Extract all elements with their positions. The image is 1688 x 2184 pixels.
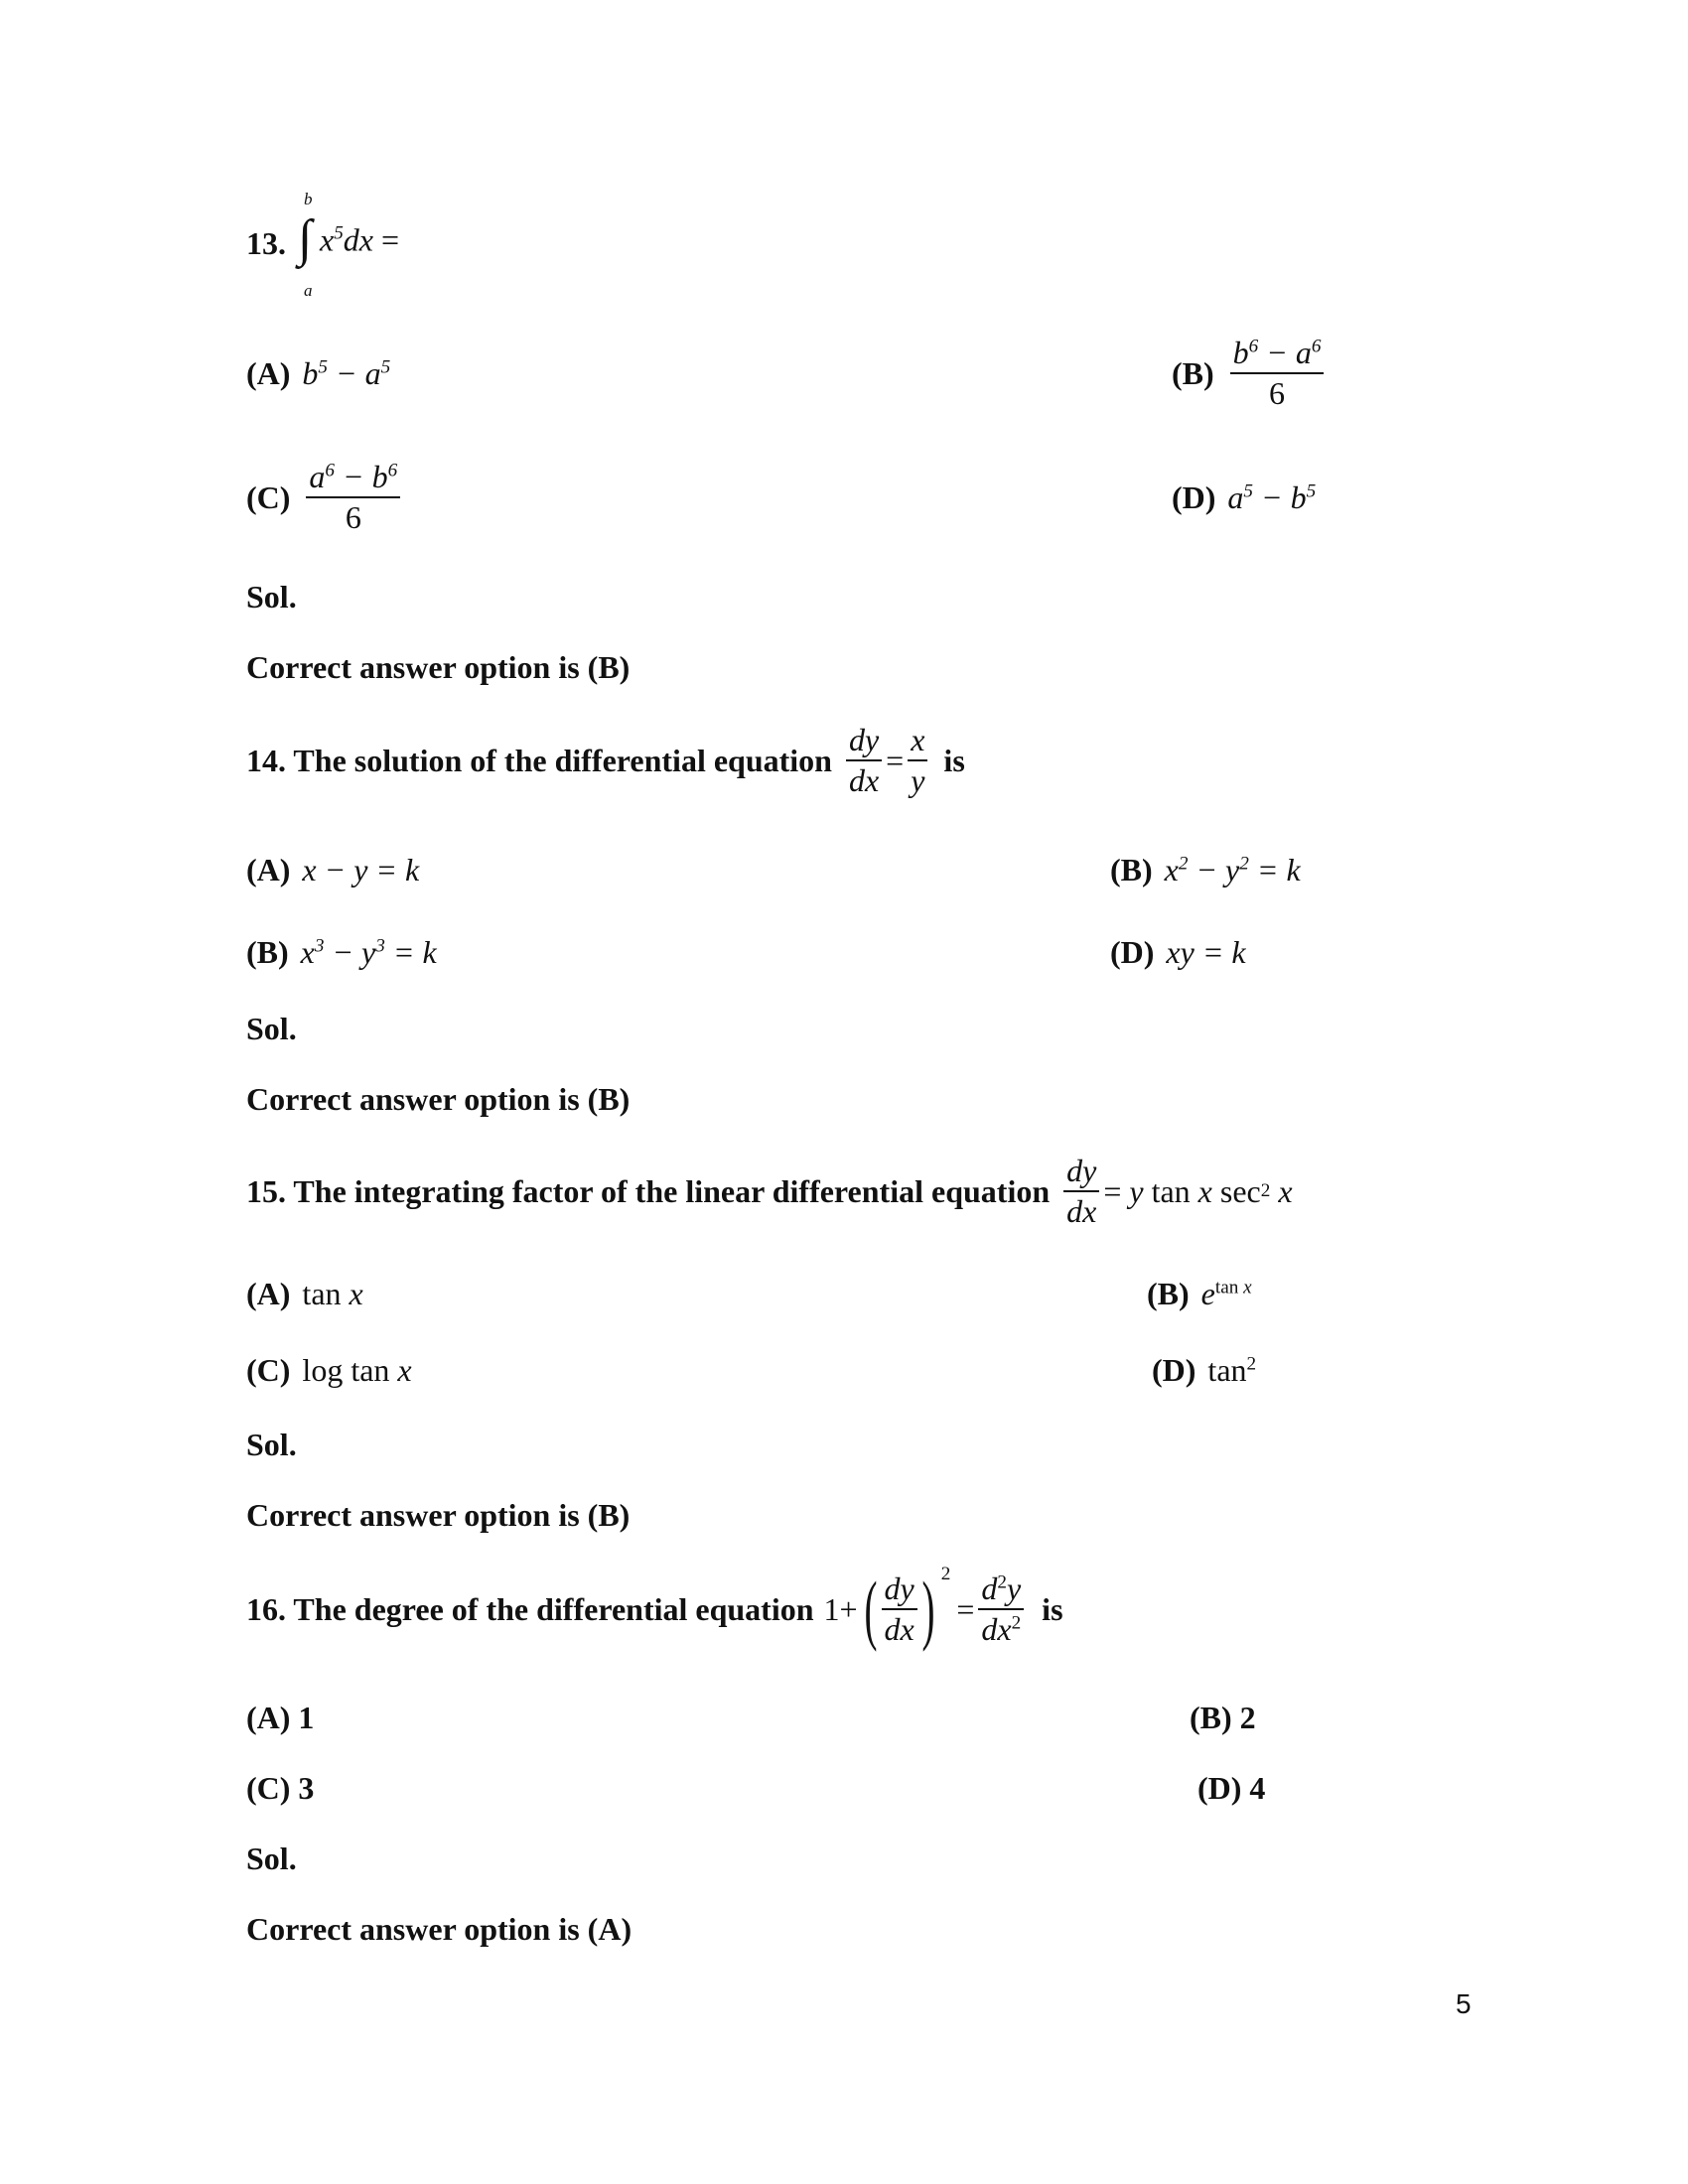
q15-option-b[interactable]: (B) $e^{tan x}$ xyxy=(1147,1276,1252,1311)
q13-option-d[interactable]: (D) $a^5 - b^5$ xyxy=(1172,479,1317,515)
q13-number: 13. xyxy=(246,224,286,261)
q14-option-c[interactable]: (B) $x^3 - y^3 = k$ xyxy=(246,934,437,970)
q14-option-d[interactable]: (D) xy = k xyxy=(1110,934,1246,970)
q15-answer: Correct answer option is (B) xyxy=(246,1497,631,1533)
integral-sign: b ∫ a xyxy=(298,190,313,300)
q13-sol: Sol. xyxy=(246,579,297,614)
q13-stem xyxy=(246,190,400,300)
q13-answer: Correct answer option is (B) xyxy=(246,649,631,685)
q14-sol: Sol. xyxy=(246,1011,297,1046)
q16-stem: 16. The degree of the differential equation 1+ ( $\frac{dy}{dx}$ ) 2 = $\frac{d^2y}{dx^2}$ is xyxy=(246,1564,1063,1652)
q13-option-a[interactable]: (A) $b^5 - a^5$ xyxy=(246,355,391,391)
q16-sol: Sol. xyxy=(246,1841,297,1876)
q16-option-b[interactable]: (B) 2 xyxy=(1190,1700,1256,1735)
q14-option-a[interactable]: (A) x − y = k xyxy=(246,852,420,887)
q14-equation: $\frac{dy}{dx}$ = $\frac{x}{y}$ xyxy=(842,723,931,798)
q13-option-c[interactable]: (C) $\frac{a^6 - b^6}{6}$ xyxy=(246,460,404,535)
fraction: $\frac{b^6 - a^6}{6}$ xyxy=(1230,336,1325,411)
page-number: 5 xyxy=(1456,1988,1472,2019)
q14-option-b[interactable]: (B) $x^2 - y^2 = k$ xyxy=(1110,852,1301,887)
q15-stem: 15. The integrating factor of the linear differential equation $\frac{dy}{dx}$ = y tan x sec 2 x xyxy=(246,1153,1293,1230)
q16-option-c[interactable]: (C) 3 xyxy=(246,1770,315,1806)
q14-stem: 14. The solution of the differential equation $\frac{dy}{dx}$ = $\frac{x}{y}$ is xyxy=(246,722,965,799)
fraction: $\frac{a^6 - b^6}{6}$ xyxy=(306,460,400,535)
q16-option-a[interactable]: (A) 1 xyxy=(246,1700,315,1735)
q15-sol: Sol. xyxy=(246,1427,297,1462)
q16-option-d[interactable]: (D) 4 xyxy=(1197,1770,1266,1806)
q13-option-b[interactable]: (B) $\frac{b^6 - a^6}{6}$ xyxy=(1172,336,1328,411)
q16-equation: 1+ ( $\frac{dy}{dx}$ ) 2 = $\frac{d^2y}{dx^2}$ xyxy=(824,1570,1029,1648)
q15-option-a[interactable]: (A) tan x xyxy=(246,1276,363,1311)
q14-answer: Correct answer option is (B) xyxy=(246,1081,631,1117)
q16-answer: Correct answer option is (A) xyxy=(246,1911,633,1947)
q15-equation: $\frac{dy}{dx}$ = y tan x sec 2 x xyxy=(1059,1154,1292,1229)
q15-option-d[interactable]: (D) $\tan^2$ xyxy=(1152,1352,1257,1388)
q13-integral: b ∫ a $x^5dx$ = xyxy=(298,190,400,300)
q15-option-c[interactable]: (C) log tan x xyxy=(246,1352,412,1388)
